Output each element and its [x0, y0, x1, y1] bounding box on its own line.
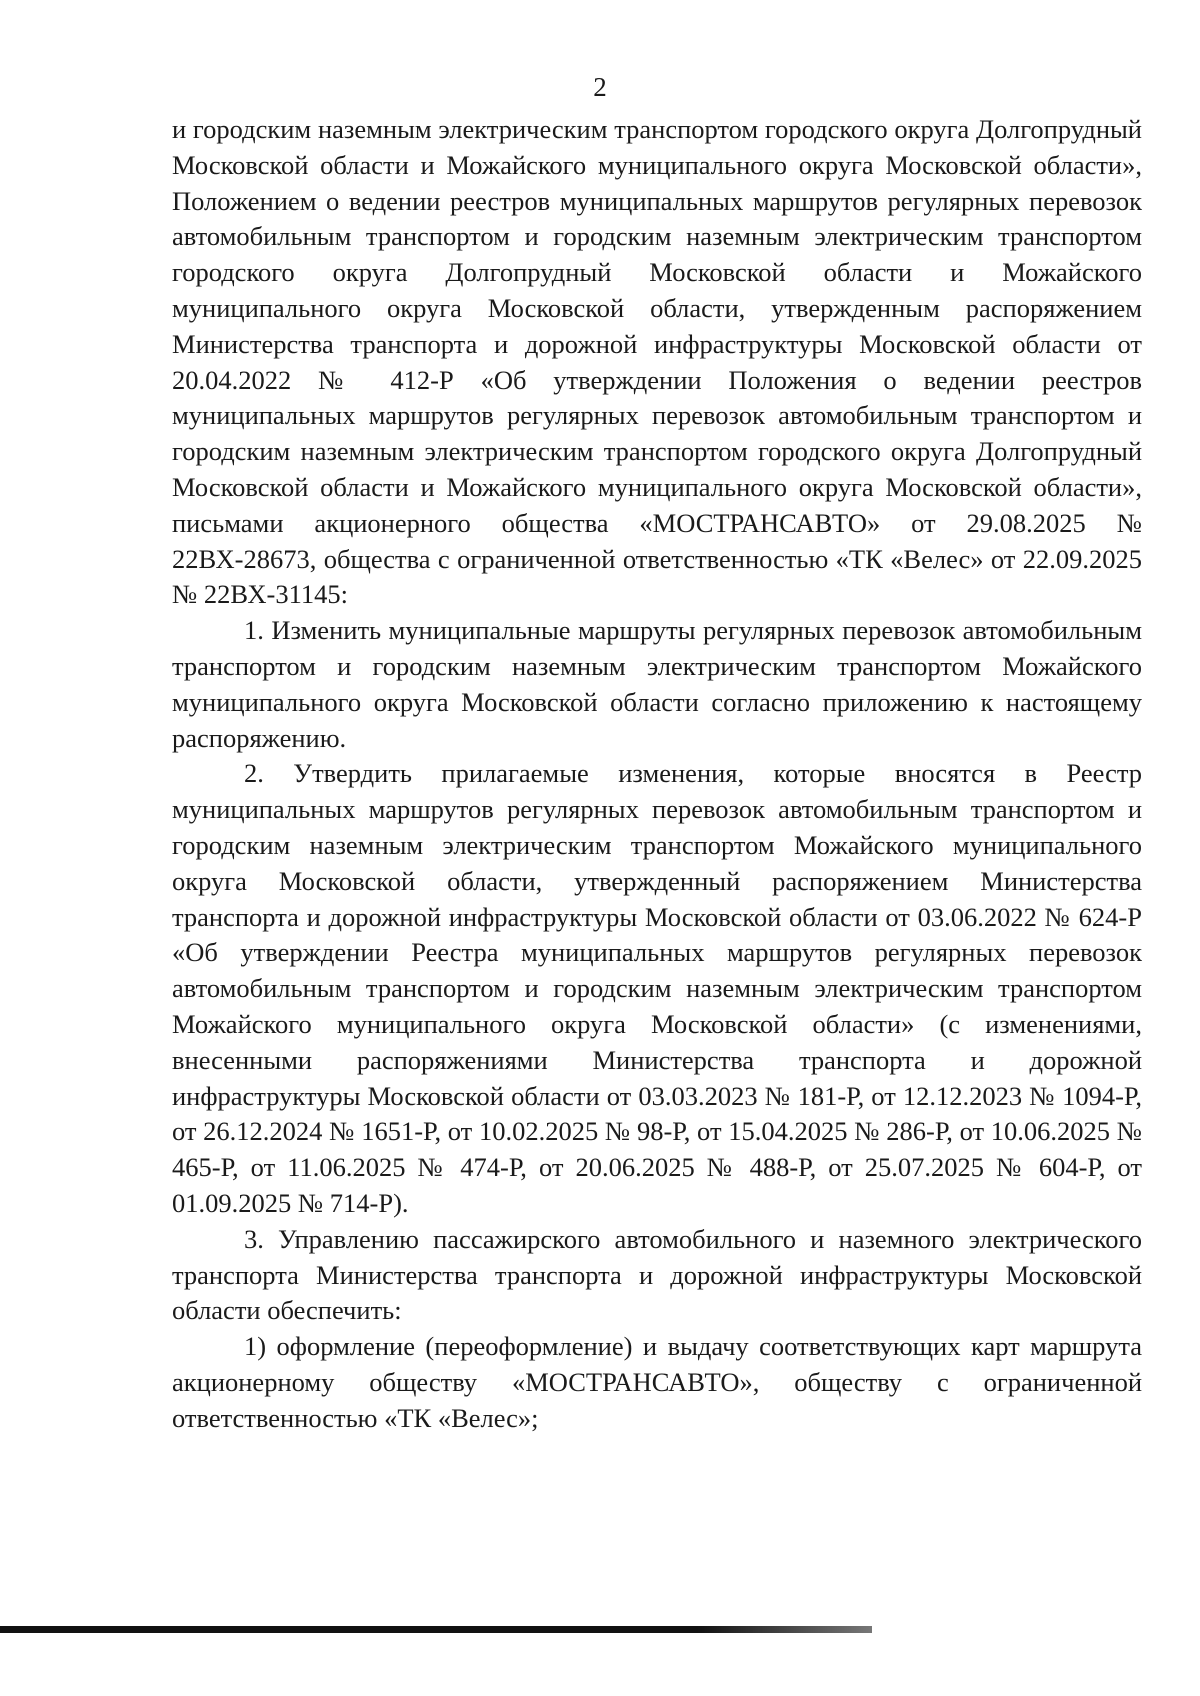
paragraph-item-3: 3. Управлению пассажирского автомобильного и наземного электрического транспорта Министерства транспорта и дорожной инфраструктуры Московской области обеспечить:	[172, 1223, 1142, 1326]
paragraph-item-2: 2. Утвердить прилагаемые изменения, которые вносятся в Реестр муниципальных маршрутов регулярных перевозок автомобильным транспортом и городским наземным электрическим транспортом Можайского муниципального округа Московской области, утвержденный распоряжением Министерства транспорта и дорожной инфраструктуры Московской области от 03.06.2022 № 624-Р «Об утверждении Реестра муниципальных маршрутов регулярных перевозок автомобильным транспортом и городским наземным электрическим транспортом Можайского муниципального округа Московской области» (с изменениями, внесенными распоряжениями Министерства транспорта и дорожной инфраструктуры Московской области от 03.03.2023 № 181-Р, от 12.12.2023 № 1094-Р, от 26.12.2024 № 1651-Р, от 10.02.2025 № 98-Р, от 15.04.2025 № 286-Р, от 10.06.2025 № 465-Р, от 11.06.2025 № 474-Р, от 20.06.2025 № 488-Р, от 25.07.2025 № 604-Р, от 01.09.2025 № 714-Р).	[172, 758, 1142, 1218]
paragraph-preamble-continuation: и городским наземным электрическим транспортом городского округа Долгопрудный Московской области и Можайского муниципального округа Московской области», Положением о ведении реестров муниципальных маршрутов регулярных перевозок автомобильным транспортом и городским наземным электрическим транспортом городского округа Долгопрудный Московской области и Можайского муниципального округа Московской области, утвержденным распоряжением Министерства транспорта и дорожной инфраструктуры Московской области от 20.04.2022 № 412-Р «Об утверждении Положения о ведении реестров муниципальных маршрутов регулярных перевозок автомобильным транспортом и городским наземным электрическим транспортом городского округа Долгопрудный Московской области и Можайского муниципального округа Московской области», письмами акционерного общества «МОСТРАНСАВТО» от 29.08.2025 № 22ВХ-28673, общества с ограниченной ответственностью «ТК «Велес» от 22.09.2025 № 22ВХ-31145:	[172, 114, 1142, 610]
paragraph-item-1: 1. Изменить муниципальные маршруты регулярных перевозок автомобильным транспортом и городским наземным электрическим транспортом Можайского муниципального округа Московской области согласно приложению к настоящему распоряжению.	[172, 615, 1142, 753]
page-number: 2	[593, 72, 607, 102]
paragraph-subitem-3-1: 1) оформление (переоформление) и выдачу соответствующих карт маршрута акционерному обществу «МОСТРАНСАВТО», обществу с ограниченной ответственностью «ТК «Велес»;	[172, 1331, 1142, 1433]
scan-edge-line	[0, 1626, 872, 1633]
document-body	[172, 112, 1142, 1436]
